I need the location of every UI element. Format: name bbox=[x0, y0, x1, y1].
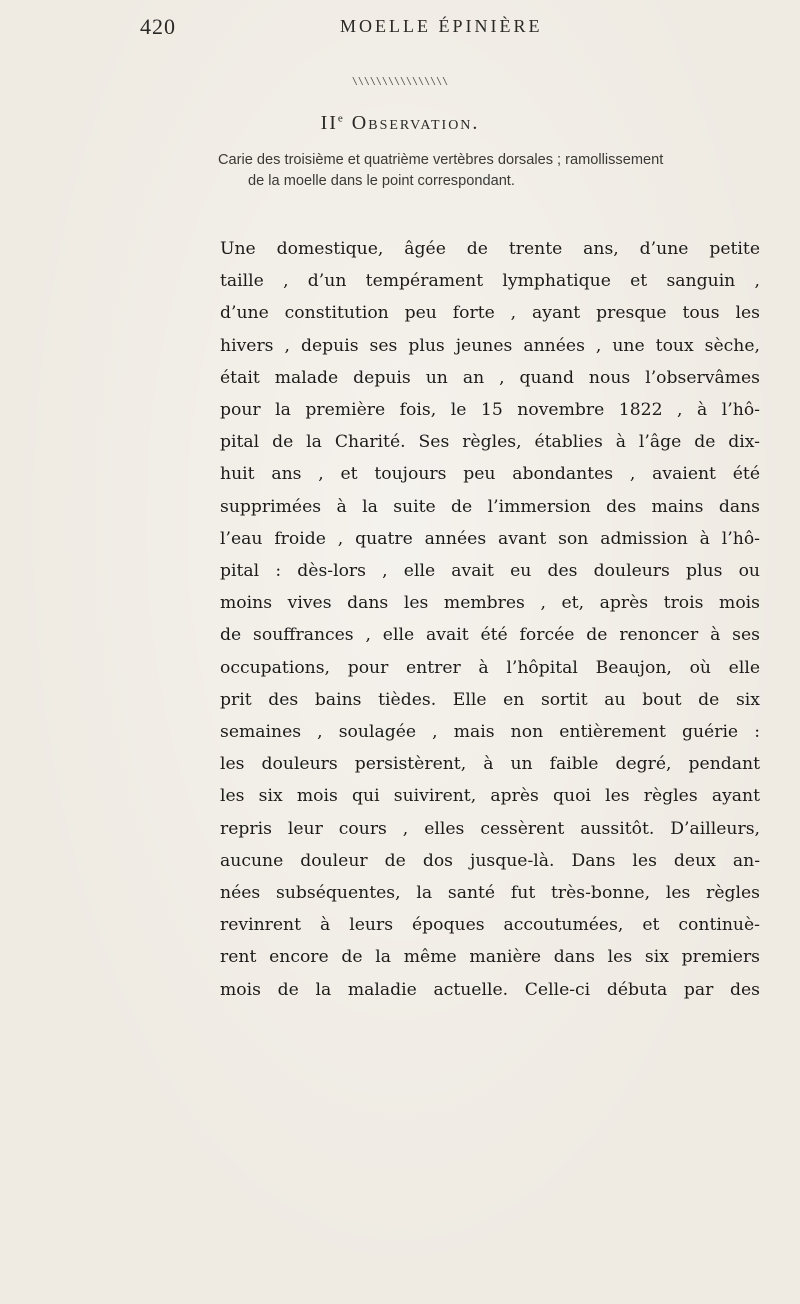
observation-number: II bbox=[320, 112, 338, 134]
running-head-title: MOELLE ÉPINIÈRE bbox=[340, 16, 543, 36]
text-line: taille , d’un tempérament lymphatique et sanguin , bbox=[220, 271, 760, 292]
text-line: l’eau froide , quatre années avant son admission à l’hô- bbox=[220, 528, 760, 549]
text-line: nées subséquentes, la santé fut très-bonne, les règles bbox=[220, 883, 760, 904]
text-line: d’une constitution peu forte , ayant presque tous les bbox=[220, 303, 760, 324]
text-line: occupations, pour entrer à l’hôpital Beaujon, où elle bbox=[220, 657, 760, 678]
observation-number-suffix: e bbox=[337, 112, 345, 125]
text-line: semaines , soulagée , mais non entièrement guérie : bbox=[220, 722, 760, 743]
ornamental-rule: \\\\\\\\\\\\\\\\ bbox=[351, 76, 449, 87]
text-line: les douleurs persistèrent, à un faible degré, pendant bbox=[220, 754, 760, 775]
observation-title: Observation. bbox=[351, 112, 480, 134]
text-line: pital : dès-lors , elle avait eu des douleurs plus ou bbox=[220, 561, 760, 582]
text-line: de souffrances , elle avait été forcée de renoncer à ses bbox=[220, 625, 760, 646]
text-line: pour la première fois, le 15 novembre 1822 , à l’hô- bbox=[220, 400, 760, 421]
text-line: hivers , depuis ses plus jeunes années , une toux sèche, bbox=[220, 335, 760, 356]
text-line: moins vives dans les membres , et, après trois mois bbox=[220, 593, 760, 614]
observation-heading bbox=[0, 112, 800, 135]
text-line: supprimées à la suite de l’immersion des mains dans bbox=[220, 496, 760, 517]
summary-line-2: de la moelle dans le point correspondant. bbox=[248, 173, 515, 189]
text-line: repris leur cours , elles cessèrent aussitôt. D’ailleurs, bbox=[220, 818, 760, 839]
text-line: Une domestique, âgée de trente ans, d’une petite bbox=[220, 239, 760, 259]
text-line: revinrent à leurs époques accoutumées, et continuè- bbox=[220, 915, 760, 936]
text-line: était malade depuis un an , quand nous l’observâmes bbox=[220, 367, 760, 388]
text-line: prit des bains tièdes. Elle en sortit au bout de six bbox=[220, 689, 760, 710]
text-line: mois de la maladie actuelle. Celle-ci débuta par des bbox=[220, 979, 760, 1000]
case-narrative bbox=[220, 233, 760, 1006]
page-number: 420 bbox=[140, 14, 176, 39]
case-summary bbox=[218, 150, 784, 192]
running-head bbox=[140, 14, 660, 46]
text-line: aucune douleur de dos jusque-là. Dans les deux an- bbox=[220, 850, 760, 871]
text-line: les six mois qui suivirent, après quoi les règles ayant bbox=[220, 786, 760, 807]
text-line: rent encore de la même manière dans les six premiers bbox=[220, 947, 760, 968]
summary-line-1: Carie des troisième et quatrième vertèbres dorsales ; ramollissement bbox=[218, 152, 664, 168]
text-line: huit ans , et toujours peu abondantes , avaient été bbox=[220, 464, 760, 485]
text-line: pital de la Charité. Ses règles, établies à l’âge de dix- bbox=[220, 432, 760, 453]
